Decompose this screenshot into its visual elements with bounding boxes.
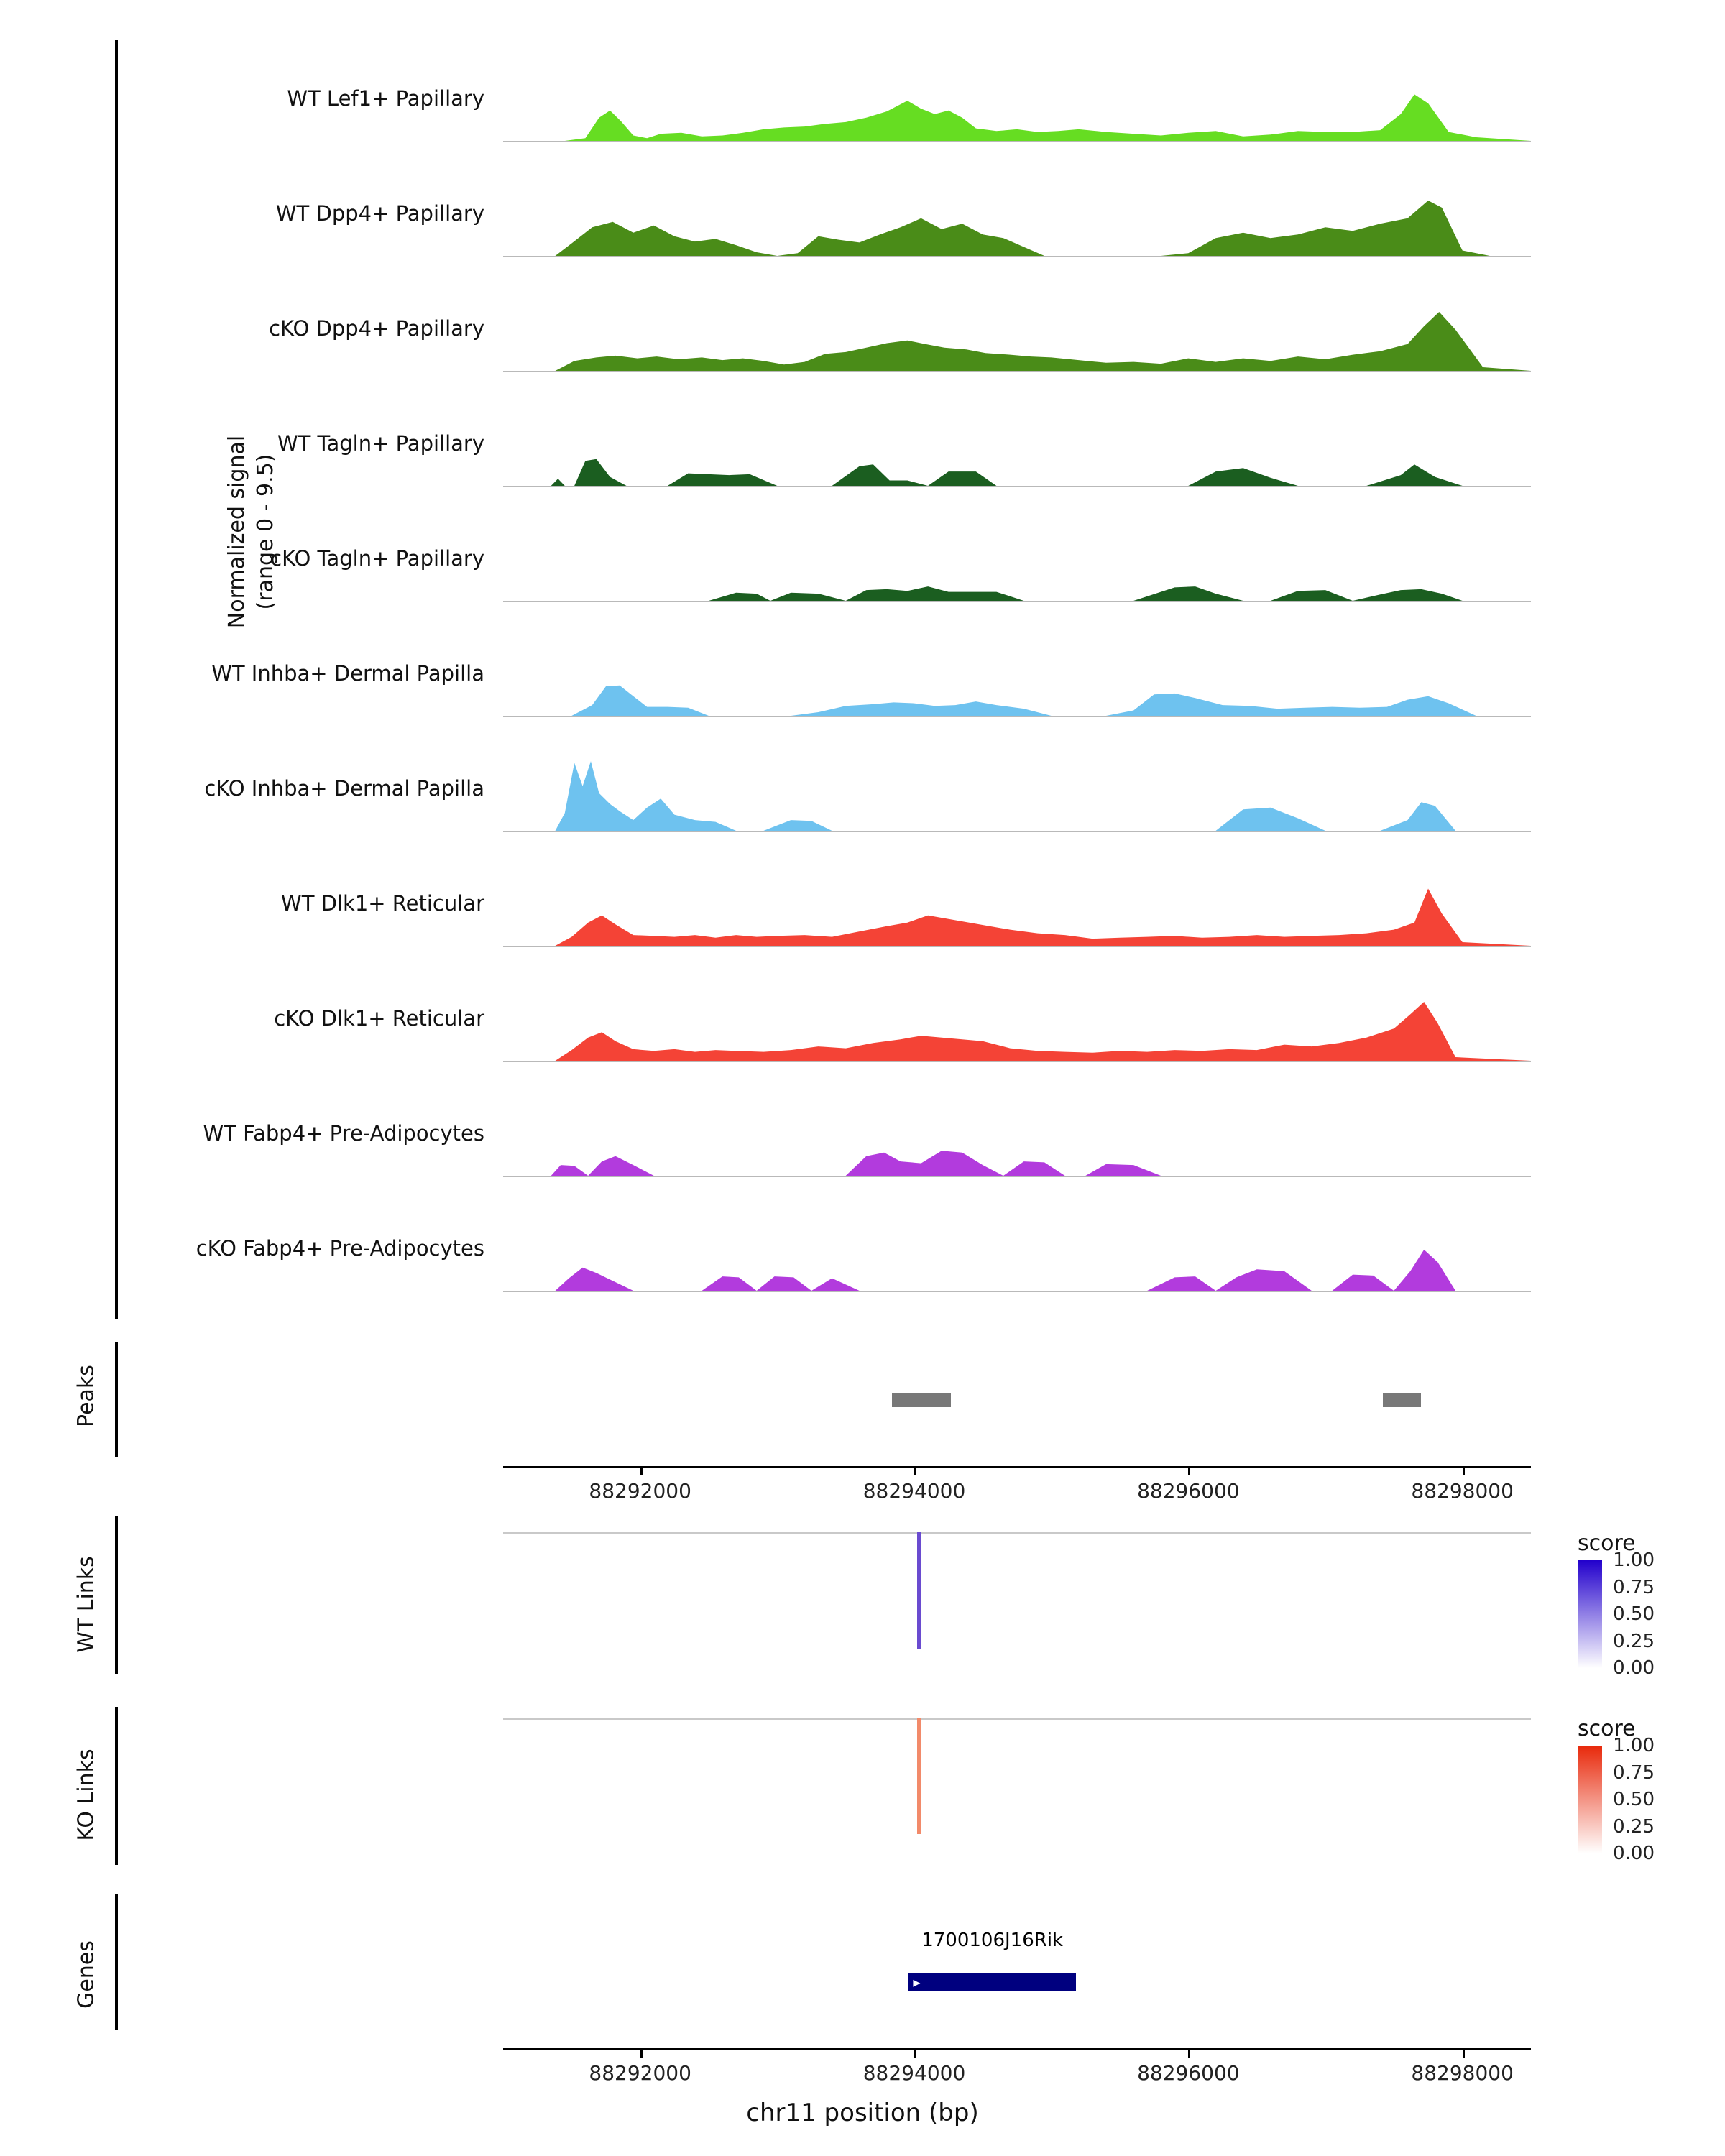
coverage-track xyxy=(281,862,1531,947)
coverage-area xyxy=(503,861,1531,946)
wt-links-legend xyxy=(1578,1531,1725,1679)
axis-tick xyxy=(640,1466,643,1475)
gene-strand-arrow-icon: ▸ xyxy=(913,1973,921,1991)
axis-tick xyxy=(640,2048,643,2058)
wt-links-legend-ticks xyxy=(1613,1549,1699,1679)
ko-links-spine xyxy=(115,1707,118,1865)
track-label: WT Dlk1+ Reticular xyxy=(281,891,484,916)
track-baseline xyxy=(503,1291,1531,1292)
wt-link xyxy=(917,1532,921,1649)
coverage-area xyxy=(503,286,1531,371)
axis-tick-label: 88292000 xyxy=(589,2061,691,2085)
track-label: WT Tagln+ Papillary xyxy=(277,431,484,456)
coverage-area xyxy=(503,401,1531,486)
ko-links-legend-title: score xyxy=(1578,1716,1636,1741)
axis-tick xyxy=(1188,1466,1190,1475)
track-label: cKO Fabp4+ Pre-Adipocytes xyxy=(196,1236,484,1261)
coverage-track xyxy=(270,517,1531,602)
legend-tick-label: 0.00 xyxy=(1613,1657,1655,1679)
wt-links-panel xyxy=(503,1532,1531,1676)
track-baseline xyxy=(503,141,1531,142)
ko-links-panel xyxy=(503,1718,1531,1861)
coverage-track xyxy=(196,1207,1531,1292)
axis-tick-label: 88294000 xyxy=(862,1479,966,1503)
track-label: cKO Tagln+ Papillary xyxy=(270,546,484,571)
ko-links-rule xyxy=(503,1718,1531,1720)
peaks-section-label: Peaks xyxy=(73,1365,99,1427)
wt-links-rule xyxy=(503,1532,1531,1534)
x-axis-title: chr11 position (bp) xyxy=(746,2099,979,2127)
track-label: WT Lef1+ Papillary xyxy=(287,86,484,111)
coverage-area xyxy=(503,56,1531,141)
legend-tick-label: 0.00 xyxy=(1613,1843,1655,1864)
wt-links-section-label: WT Links xyxy=(73,1556,99,1653)
legend-tick-label: 0.75 xyxy=(1613,1576,1655,1598)
peak-bar xyxy=(892,1393,951,1407)
legend-tick-label: 0.25 xyxy=(1613,1630,1655,1652)
axis-tick xyxy=(1463,1466,1465,1475)
track-baseline xyxy=(503,1176,1531,1177)
track-label: cKO Dpp4+ Papillary xyxy=(269,316,484,341)
coverage-area xyxy=(503,631,1531,716)
ko-links-section-label: KO Links xyxy=(73,1749,99,1841)
track-baseline xyxy=(503,256,1531,257)
legend-tick-label: 0.25 xyxy=(1613,1815,1655,1838)
coverage-track xyxy=(275,172,1531,257)
genes-section-label: Genes xyxy=(73,1940,99,2009)
legend-tick-label: 0.75 xyxy=(1613,1761,1655,1784)
track-label: cKO Inhba+ Dermal Papilla xyxy=(204,776,484,801)
coverage-track xyxy=(277,402,1531,487)
y-axis-label-line1: Normalized signal xyxy=(224,435,249,629)
wt-links-colorbar xyxy=(1578,1560,1602,1668)
coverage-track xyxy=(203,1092,1531,1177)
x-axis-bottom xyxy=(503,2048,1531,2091)
x-axis-top xyxy=(503,1466,1531,1509)
axis-line xyxy=(503,1466,1531,1468)
genes-spine xyxy=(115,1894,118,2030)
coverage-track xyxy=(274,977,1531,1062)
track-label: WT Inhba+ Dermal Papilla xyxy=(211,661,484,686)
axis-tick xyxy=(1188,2048,1190,2058)
track-label: WT Dpp4+ Papillary xyxy=(275,201,484,226)
legend-tick-label: 0.50 xyxy=(1613,1789,1655,1810)
gene-body xyxy=(908,1973,1076,1991)
legend-tick-label: 1.00 xyxy=(1613,1549,1655,1571)
ko-links-legend xyxy=(1578,1716,1725,1864)
axis-tick-label: 88294000 xyxy=(862,2061,966,2085)
axis-tick-label: 88296000 xyxy=(1137,2061,1240,2085)
track-baseline xyxy=(503,716,1531,717)
wt-links-legend-title: score xyxy=(1578,1531,1636,1556)
axis-line xyxy=(503,2048,1531,2050)
axis-tick-label: 88296000 xyxy=(1137,1479,1240,1503)
coverage-area xyxy=(503,516,1531,601)
peak-bar xyxy=(1383,1393,1421,1407)
axis-tick-label: 88298000 xyxy=(1411,1479,1514,1503)
coverage-area xyxy=(503,976,1531,1061)
axis-tick xyxy=(1463,2048,1465,2058)
peaks-spine xyxy=(115,1342,118,1457)
axis-tick xyxy=(914,2048,916,2058)
coverage-area xyxy=(503,1091,1531,1176)
peaks-panel xyxy=(503,1342,1531,1457)
coverage-area xyxy=(503,746,1531,831)
legend-tick-label: 0.50 xyxy=(1613,1603,1655,1625)
y-axis-label xyxy=(223,302,280,762)
track-baseline xyxy=(503,601,1531,602)
track-baseline xyxy=(503,486,1531,487)
axis-tick-label: 88292000 xyxy=(589,1479,691,1503)
track-baseline xyxy=(503,371,1531,372)
coverage-area xyxy=(503,171,1531,256)
ko-link xyxy=(917,1718,921,1834)
track-baseline xyxy=(503,1061,1531,1062)
track-baseline xyxy=(503,831,1531,832)
coverage-track xyxy=(204,747,1531,832)
ko-links-legend-ticks xyxy=(1613,1735,1699,1864)
coverage-track xyxy=(287,57,1531,142)
genes-panel xyxy=(503,1894,1531,2030)
coverage-track xyxy=(211,632,1531,717)
gene-label: 1700106J16Rik xyxy=(921,1930,1064,1951)
axis-tick-label: 88298000 xyxy=(1411,2061,1514,2085)
track-label: cKO Dlk1+ Reticular xyxy=(274,1006,484,1031)
axis-tick xyxy=(914,1466,916,1475)
track-baseline xyxy=(503,946,1531,947)
legend-tick-label: 1.00 xyxy=(1613,1735,1655,1756)
wt-links-spine xyxy=(115,1516,118,1674)
y-axis-label-line2: (range 0 - 9.5) xyxy=(253,453,278,610)
coverage-area xyxy=(503,1206,1531,1291)
ko-links-colorbar xyxy=(1578,1746,1602,1853)
track-label: WT Fabp4+ Pre-Adipocytes xyxy=(203,1121,484,1146)
coverage-track xyxy=(269,287,1531,372)
